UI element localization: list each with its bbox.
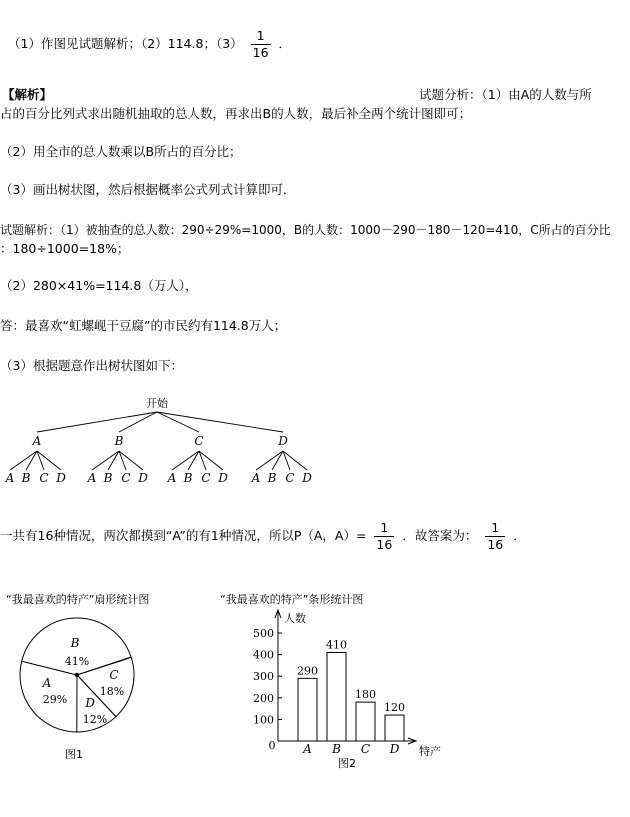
bar-value-label: 180 [355, 688, 376, 702]
x-tick-label: D [389, 742, 400, 756]
analysis-line-4: （3）画出树状图，然后根据概率公式列式计算即可． [0, 182, 296, 197]
tree-branch [92, 451, 119, 470]
y-tick-label: 100 [253, 713, 274, 727]
tree-node-level2: D [138, 471, 148, 485]
answer-text: （1）作图见试题解析；（2）114.8；（3） [8, 36, 243, 51]
tree-node-level2: A [87, 471, 97, 485]
tree-node-level2: C [201, 471, 211, 485]
solution-line-3: （2）280×41%=114.8（万人）， [0, 278, 198, 293]
pie-label-category: B [70, 636, 80, 650]
tree-node-level2: C [285, 471, 295, 485]
tree-node-level2: C [39, 471, 49, 485]
pie-chart-title: “我最喜欢的特产”扇形统计图 [6, 593, 150, 606]
bar-d [385, 715, 404, 741]
fraction-numerator: 1 [491, 520, 500, 535]
x-tick-label: B [332, 742, 341, 756]
tree-node-level1: C [194, 434, 204, 448]
bar-chart-title: “我最喜欢的特产”条形统计图 [220, 593, 364, 606]
bar-a [298, 678, 317, 741]
solution-line-1: 试题解析：（1）被抽查的总人数：290÷29%=1000，B的人数：1000－290－180－120=410，C所占的百分比 [0, 223, 611, 237]
conclusion-text-2: ．故答案为： [402, 528, 478, 543]
tree-node-level1: B [114, 434, 124, 448]
tree-branch [26, 451, 37, 470]
bar-value-label: 120 [384, 701, 405, 715]
tree-branch [188, 451, 199, 470]
tree-node-level2: B [267, 471, 277, 485]
tree-node-level2: D [302, 471, 312, 485]
tree-node-level1: D [278, 434, 288, 448]
x-axis-label: 特产 [419, 745, 441, 758]
tree-node-level2: D [56, 471, 66, 485]
solution-line-4: 答：最喜欢“虹螺岘干豆腐”的市民约有114.8万人； [0, 318, 287, 333]
origin-label: 0 [268, 739, 276, 752]
bar-c [356, 702, 375, 741]
pie-label-percent: 18% [99, 685, 125, 698]
pie-label-percent: 41% [64, 655, 90, 668]
tree-node-level2: B [103, 471, 113, 485]
conclusion-line [0, 520, 526, 553]
tree-branch [37, 412, 157, 432]
analysis-label: 【解析】 [2, 87, 53, 102]
answer-fraction [251, 28, 271, 61]
pie-chart [0, 585, 200, 770]
conclusion-fraction-1 [374, 520, 394, 553]
fraction-numerator: 1 [380, 520, 389, 535]
y-tick-label: 500 [253, 627, 274, 640]
bar-value-label: 410 [326, 638, 347, 652]
bar-value-label: 290 [297, 664, 318, 678]
tree-diagram [0, 385, 340, 495]
x-tick-label: C [360, 742, 371, 756]
tree-branch [256, 451, 283, 470]
bar-chart [210, 585, 460, 775]
y-axis-label: 人数 [284, 612, 306, 625]
fraction-denominator: 16 [252, 45, 269, 60]
solution-line-2: ：180÷1000=18%； [0, 241, 130, 256]
pie-label-category: C [109, 668, 119, 682]
pie-label-category: D [85, 696, 95, 710]
tree-node-level2: B [21, 471, 31, 485]
pie-center-dot [75, 673, 79, 677]
tree-node-level2: A [251, 471, 261, 485]
fraction-denominator: 16 [487, 537, 504, 552]
analysis-head: 试题分析：（1）由A的人数与所 [419, 87, 592, 102]
tree-branch [157, 412, 283, 432]
fraction-denominator: 16 [376, 537, 393, 552]
tree-node-level2: D [218, 471, 228, 485]
tree-branch [108, 451, 119, 470]
pie-label-percent: 12% [82, 713, 108, 726]
conclusion-fraction-2 [485, 520, 505, 553]
tree-branch [10, 451, 37, 470]
conclusion-end: ． [513, 528, 526, 543]
analysis-line-2: 占的百分比列式求出随机抽取的总人数，再求出B的人数，最后补全两个统计图即可； [0, 106, 472, 121]
tree-branch [272, 451, 283, 470]
tree-root: 开始 [146, 397, 168, 410]
x-tick-label: A [303, 742, 312, 756]
bar-b [327, 652, 346, 741]
analysis-line-3: （2）用全市的总人数乘以B所占的百分比； [0, 144, 242, 159]
tree-node-level1: A [32, 434, 42, 448]
tree-node-level2: B [183, 471, 193, 485]
y-tick-label: 400 [253, 648, 274, 662]
bar-chart-caption: 图2 [338, 757, 356, 770]
y-tick-label: 300 [253, 670, 274, 684]
tree-branch [172, 451, 199, 470]
fraction-numerator: 1 [256, 28, 265, 43]
tree-node-level2: C [121, 471, 131, 485]
answer-line [8, 28, 291, 61]
pie-chart-caption: 图1 [65, 748, 83, 761]
y-tick-label: 200 [253, 691, 274, 705]
pie-label-percent: 29% [42, 693, 68, 706]
tree-node-level2: A [5, 471, 15, 485]
answer-end: ． [278, 36, 292, 51]
conclusion-text-1: 一共有16种情况，两次都摸到“A”的有1种情况，所以P（A，A）= [0, 528, 367, 543]
tree-node-level2: A [167, 471, 177, 485]
solution-line-5: （3）根据题意作出树状图如下： [0, 358, 183, 373]
pie-label-category: A [42, 676, 52, 690]
